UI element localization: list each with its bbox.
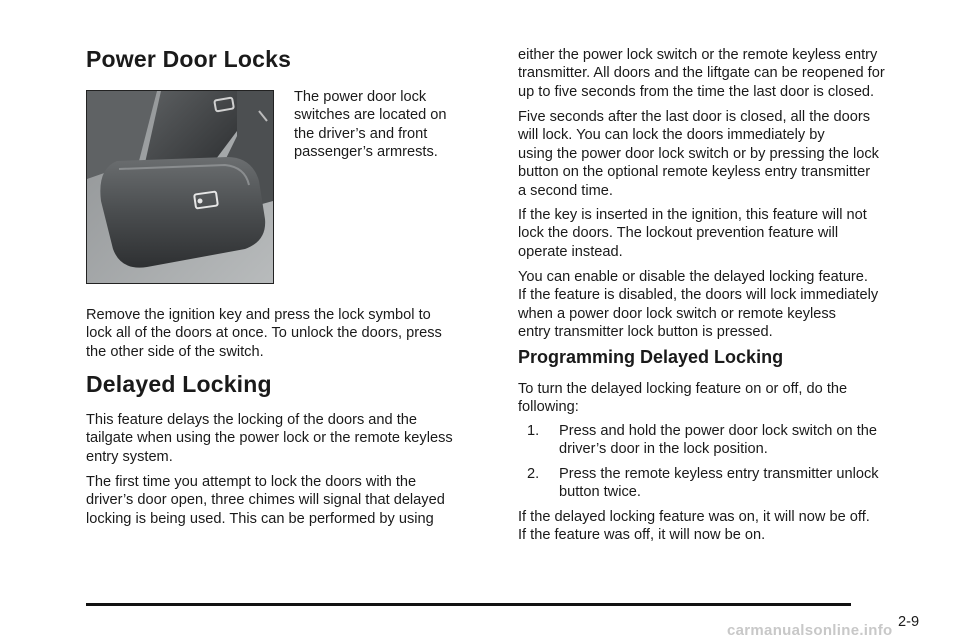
para-remove-ignition-key: Remove the ignition key and press the lock symbol to lock all of the doors at once. To unlock the doors, press the other side of the switch.	[86, 307, 442, 360]
watermark-logo: carmanualsonline.info	[727, 622, 893, 639]
para-result: If the delayed locking feature was on, it will now be off. If the feature was off, it will now be on.	[518, 509, 870, 544]
para-delay-first-time: The first time you attempt to lock the doors with the driver’s door open, three chimes will signal that delayed locking is being used. This can be performed by using	[86, 474, 445, 527]
step-number: 1.	[527, 423, 540, 439]
para-five-seconds: Five seconds after the last door is closed, all the doors will lock. You can lock the doors immediately by using the power door lock switch or by pressing the lock button on the optional remote keyless entry transmitter a second time.	[518, 109, 879, 199]
step-number: 2.	[527, 466, 540, 482]
heading-delayed-locking: Delayed Locking	[86, 371, 272, 397]
heading-power-door-locks: Power Door Locks	[86, 46, 292, 72]
step-text: Press and hold the power door lock switch on the driver’s door in the lock position.	[559, 423, 877, 458]
para-key-inserted: If the key is inserted in the ignition, this feature will not lock the doors. The lockout prevention feature will operate instead.	[518, 207, 867, 260]
para-to-turn: To turn the delayed locking feature on or off, do the following:	[518, 381, 848, 416]
heading-programming-delayed-locking: Programming Delayed Locking	[518, 347, 784, 367]
photo-caption: The power door lock switches are located on the driver’s and front passenger’s armrests.	[294, 89, 447, 161]
para-enable-disable: You can enable or disable the delayed locking feature. If the feature is disabled, the doors will lock immediately when a power door lock switch or remote keyless entry transmitter lock button is pressed.	[518, 269, 879, 341]
door-lock-switch-photo	[86, 90, 274, 284]
step-text: Press the remote keyless entry transmitter unlock button twice.	[559, 466, 879, 501]
para-delay-intro: This feature delays the locking of the doors and the tailgate when using the power lock or the remote keyless entry system.	[86, 412, 453, 465]
para-continued: either the power lock switch or the remote keyless entry transmitter. All doors and the liftgate can be reopened for up to five seconds from the time the last door is closed.	[518, 47, 885, 100]
list-item-step-1	[527, 422, 939, 462]
list-item-step-2	[527, 465, 939, 505]
footer-rule	[86, 603, 851, 606]
page-number: 2-9	[898, 614, 920, 630]
